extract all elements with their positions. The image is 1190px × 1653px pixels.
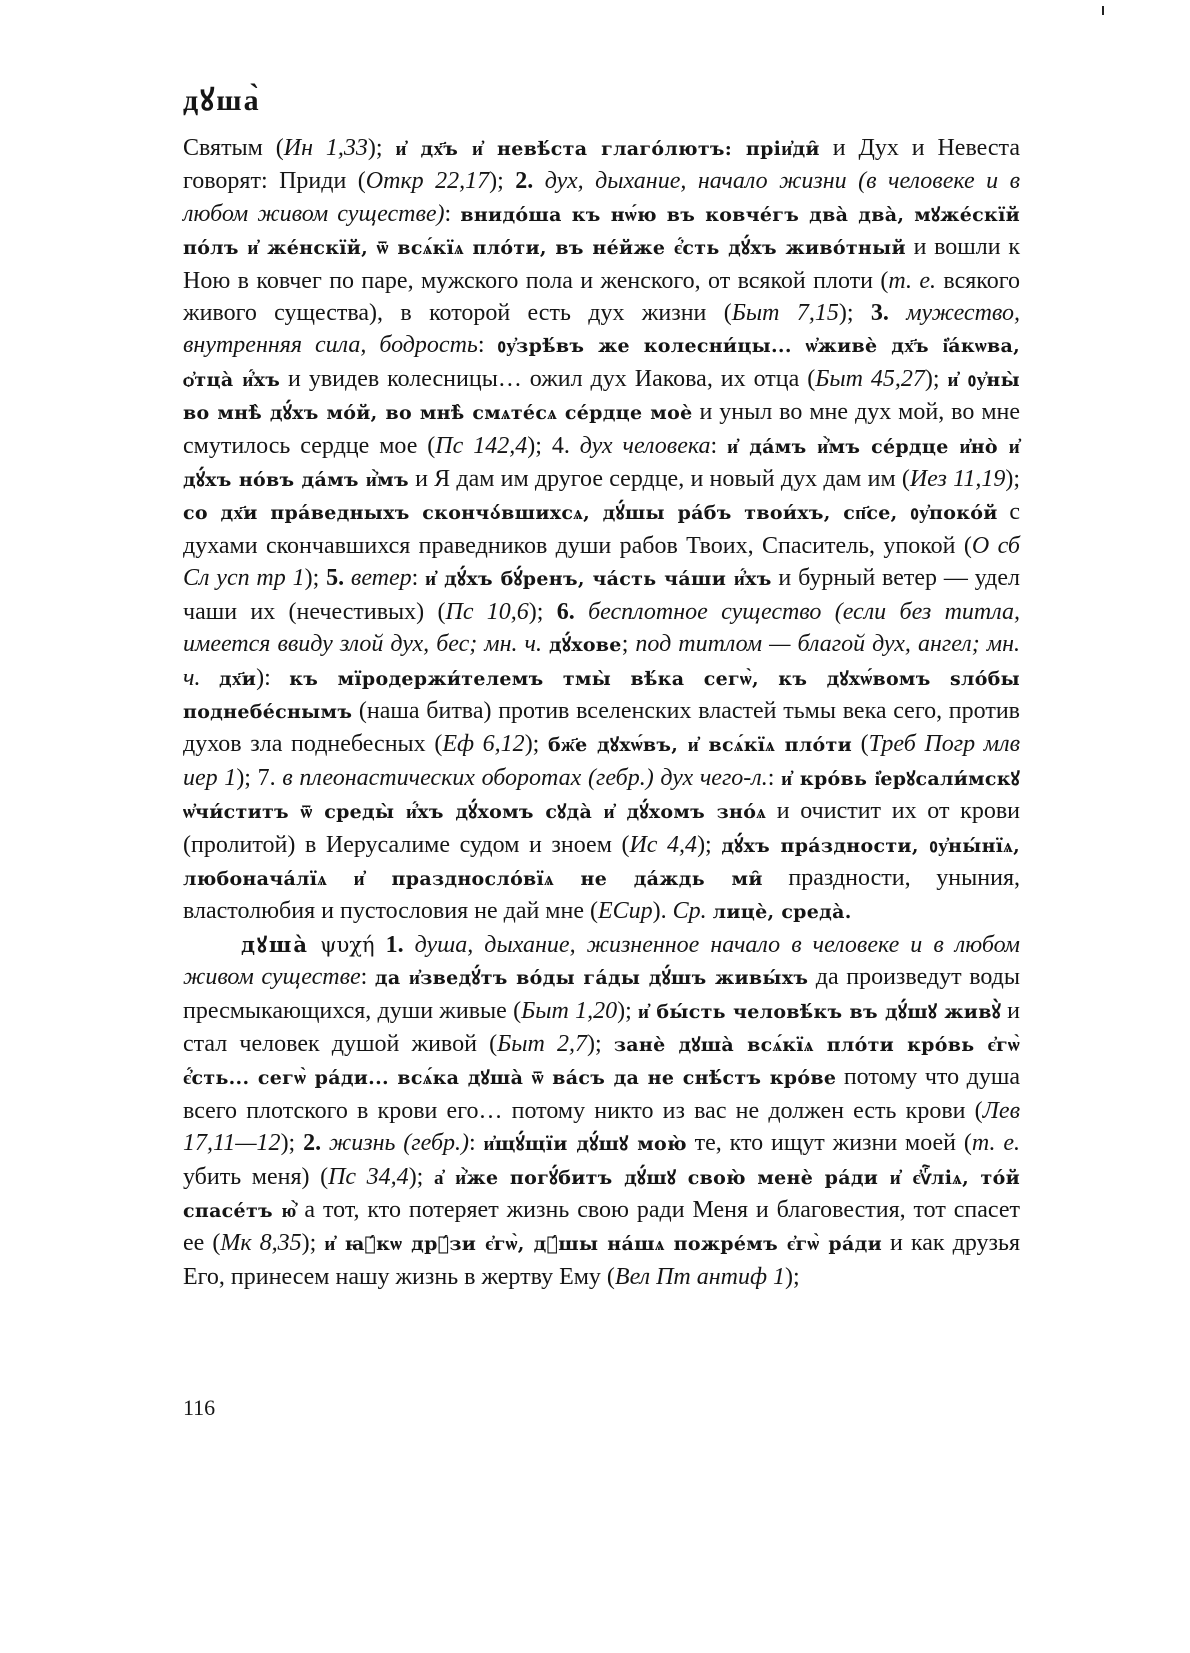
text-run: );	[528, 598, 557, 625]
church-slavonic-citation: къ мїродержи́телемъ тмы̀ вѣ́ка сегѡ̀, къ дꙋхѡ́вомъ ѕло́бы поднебе́снымъ	[183, 667, 1021, 723]
text-run: );	[408, 1163, 434, 1190]
text-run: ;	[621, 631, 636, 658]
text-run: );	[304, 565, 327, 592]
church-slavonic-citation: лицѐ, среда̀.	[712, 901, 852, 924]
text-run: и бурный ветер — удел чаши их (нечестивых) (	[183, 565, 1020, 625]
italic-text: ветер	[350, 565, 412, 592]
text-run	[344, 565, 351, 591]
text-run: ); 4.	[527, 432, 580, 459]
text-run: );	[301, 1230, 325, 1257]
italic-text: О сб Сл усп тр 1	[183, 532, 1020, 592]
italic-text: душа, дыхание, жизненное начало в человеке и в любом живом существе	[183, 931, 1020, 991]
church-slavonic-citation: и҆ да́мъ и҆̀мъ се́рдце и҆но̀ и҆ дꙋ́хъ но́въ да́мъ и҆̀мъ	[183, 435, 1020, 492]
church-slavonic-citation: дх҃и	[218, 667, 257, 690]
text-run: и Я дам им другое сердце, и новый дух дам им (	[408, 466, 910, 493]
sense-number: 1.	[385, 931, 404, 958]
italic-text: в плеонастических оборотах (гебр.) дух чего-л.	[282, 764, 768, 791]
italic-text: Быт 7,15	[731, 300, 839, 327]
text-run: и как друзья Его, принесем нашу жизнь в жертву Ему (	[183, 1230, 1021, 1290]
italic-text: Быт 2,7	[497, 1030, 587, 1057]
text-run: :	[710, 432, 728, 459]
text-run: и Дух и Невеста говорят: Приди (	[183, 135, 1020, 195]
text-run: Святым (	[183, 135, 284, 161]
text-run	[575, 599, 588, 625]
church-slavonic-citation: и҆ бы́сть человѣ́къ въ дꙋ́шꙋ живꙋ̀	[638, 1000, 1001, 1023]
scan-mark	[1102, 6, 1104, 15]
church-slavonic-citation: со дх҃и пра́ведныхъ скончა́вшихсѧ, дꙋ́шы ра́бъ твои́хъ, сп҃се, ᲂу҆поко́й	[183, 502, 998, 525]
italic-text: Ин 1,33	[283, 135, 368, 161]
text-run: а тот, кто потеряет жизнь свою ради Меня и благовестия, тот спасет ее (	[183, 1197, 1020, 1257]
italic-text: т. е.	[971, 1130, 1020, 1157]
text-run: и уныл во мне дух мой, во мне смутилось сердце мое (	[183, 399, 1020, 459]
text-run	[533, 168, 544, 194]
italic-text: Еф 6,12	[442, 731, 525, 758]
running-head: дꙋша̀	[183, 84, 261, 117]
text-run: :	[444, 200, 461, 227]
text-run	[542, 631, 549, 657]
text-run: и увидев колесницы… ожил дух Иакова, их отца (	[280, 365, 816, 392]
text-run: );	[489, 168, 516, 195]
text-run: (	[851, 731, 869, 758]
dictionary-text	[183, 132, 1020, 1293]
text-run: убить меня) (	[183, 1163, 329, 1190]
text-run: (наша битва) против вселенских властей тьмы века сего, против духов зла поднебесных (	[183, 697, 1020, 758]
text-run	[200, 665, 219, 691]
italic-text: жизнь (гебр.)	[328, 1130, 470, 1157]
sense-number: 3.	[870, 300, 889, 327]
church-slavonic-citation: и҆ ꙗ҆́кѡ дрꙋ́зи є҆гѡ̀, дꙋ́шы на́шѧ пожре́мъ є҆гѡ̀ ра́ди	[324, 1233, 882, 1256]
church-slavonic-citation: а҆ и҆̀же погꙋ́битъ дꙋ́шꙋ свою̀ менѐ ра́ди и҆ є҆ѵⷢ҇ліѧ, то́й спасе́тъ ю҆̀	[183, 1166, 1020, 1222]
text-run: ).	[652, 898, 673, 925]
text-run: те, кто ищут жизни моей (	[686, 1130, 972, 1157]
text-run: с духами скончавшихся праведников души рабов Твоих, Спаситель, упокой (	[183, 499, 1020, 559]
text-run: ); 7.	[236, 764, 283, 791]
text-run: да произведут воды пресмыкающихся, души живые (	[183, 964, 1021, 1024]
italic-text: Мк 8,35	[220, 1230, 302, 1257]
church-slavonic-citation: дꙋ́хъ пра́здности, ᲂу҆ны́нїѧ, любонача́лїѧ и҆ праздносло́вїѧ не да́ждь ми̑	[183, 834, 1021, 890]
text-run	[309, 932, 320, 958]
church-slavonic-citation: и҆ дх҃ъ и҆ невѣ́ста глаго́лютъ: пріи҆ди̑	[395, 138, 820, 160]
text-run: );	[838, 300, 871, 327]
italic-text: Пс 34,4	[328, 1163, 409, 1190]
italic-text: Треб Погр млв иер 1	[183, 731, 1021, 791]
text-run	[375, 932, 386, 958]
church-slavonic-citation: да и҆зведꙋ́тъ во́ды га́ды дꙋ́шъ живы́хъ	[374, 967, 809, 990]
text-run: );	[280, 1130, 304, 1157]
church-slavonic-citation: внидо́ша къ нѡ́ю въ ковче́гъ два̀ два̀, мꙋже́скїй по́лъ и҆ же́нскїй, ѿ всѧ́кїѧ пло́ти, въ не́йже є҆́сть дꙋ́хъ живо́тный	[183, 203, 1020, 260]
text-run: );	[617, 997, 638, 1024]
italic-text: Пс 10,6	[445, 598, 529, 625]
text-run: потому что душа всего плотского в крови его… потому никто из вас не должен есть крови (	[183, 1064, 1021, 1124]
text-run: );	[367, 135, 396, 161]
greek-equivalent: ψυχή	[320, 932, 375, 957]
text-run: праздности, уныния, властолюбия и пустословия не дай мне (	[183, 864, 1020, 925]
italic-text: дух, дыхание, начало жизни (в человеке и в любом живом существе)	[183, 168, 1021, 227]
headword: дꙋша̀	[241, 931, 310, 957]
italic-text: Лев 17,11—12	[183, 1097, 1020, 1157]
sense-number: 5.	[326, 565, 345, 592]
text-run: и стал человек душой живой (	[183, 997, 1021, 1057]
sense-number: 2.	[303, 1130, 322, 1157]
text-run: );	[1005, 466, 1020, 493]
italic-text: Быт 45,27	[815, 365, 925, 392]
italic-text: дух человека	[579, 432, 711, 459]
text-run: );	[697, 831, 722, 858]
italic-text: Откр 22,17	[365, 168, 490, 195]
sense-number: 6.	[556, 598, 575, 625]
sense-number: 2.	[515, 168, 534, 195]
text-run: :	[360, 964, 375, 991]
text-run	[889, 300, 906, 326]
church-slavonic-citation: ᲂу҆зрѣ́въ же колесни́цы... ѡ҆живѐ дх҃ъ і҆а́кѡва, ѻ҆тца̀ и҆́хъ	[183, 335, 1020, 391]
italic-text: мужество, внутренняя сила, бодрость	[183, 300, 1021, 359]
text-run: );	[524, 731, 549, 758]
church-slavonic-citation: и҆ кро́вь і҆ерꙋсали́мскꙋ ѡ҆чи́ститъ ѿ среды̀ и҆́хъ дꙋ́хомъ сꙋда̀ и҆ дꙋ́хомъ зно́ѧ	[183, 767, 1021, 824]
text-run: );	[785, 1263, 800, 1290]
italic-text: Вел Пт антиф 1	[614, 1263, 786, 1290]
text-run	[404, 932, 415, 958]
church-slavonic-citation: и҆ дꙋ́хъ бꙋ́ренъ, ча́сть ча́ши и҆́хъ	[425, 568, 772, 591]
text-run: );	[924, 365, 948, 392]
text-run: :	[477, 332, 498, 359]
italic-text: Пс 142,4	[435, 432, 528, 459]
entry-dusha-paragraph	[183, 929, 1020, 1293]
italic-text: бесплотное существо (если без титла, имеется ввиду злой дух, бес; мн. ч.	[183, 598, 1021, 658]
church-slavonic-citation: дꙋ́хове	[549, 634, 622, 657]
church-slavonic-citation: и҆ ᲂу҆ны̀ во мнѣ̀ дꙋ́хъ мо́й, во мнѣ̀ смѧте́сѧ се́рдце моѐ	[183, 368, 1020, 425]
italic-text: т. е.	[888, 267, 937, 294]
text-run: и вошли к Ною в ковчег по паре, мужского пола и женского, от всякой плоти (	[183, 234, 1020, 294]
text-run: ):	[256, 664, 290, 691]
text-run	[321, 1130, 329, 1156]
entry-continuation-paragraph	[183, 132, 1020, 929]
italic-text: Иез 11,19	[909, 466, 1006, 493]
text-run: );	[587, 1030, 614, 1057]
text-run: :	[469, 1130, 484, 1157]
text-run: и очистит их от крови (пролитой) в Иерусалиме судом и зноем (	[183, 798, 1020, 858]
page-number: 116	[183, 1395, 216, 1420]
italic-text: ЕСир	[597, 898, 653, 925]
italic-text: Ср.	[672, 898, 707, 925]
church-slavonic-citation: занѐ дꙋша̀ всѧ́кїѧ пло́ти кро́вь є҆гѡ̀ є҆́сть... сегѡ̀ ра́ди... всѧ́ка дꙋша̀ ѿ ва́съ да не снѣ́стъ кро́ве	[183, 1033, 1020, 1090]
text-run: всякого живого существа), в которой есть дух жизни (	[183, 267, 1020, 327]
italic-text: Быт 1,20	[521, 997, 618, 1024]
italic-text: под титлом — благой дух, ангел; мн. ч.	[183, 631, 1020, 691]
text-run: :	[767, 764, 782, 791]
italic-text: Ис 4,4	[629, 831, 698, 858]
text-run: :	[411, 565, 426, 592]
church-slavonic-citation: и҆щꙋ́щїи дꙋ́шꙋ мою̀	[483, 1133, 687, 1156]
church-slavonic-citation: бж҃е дꙋхѡ́въ, и҆ всѧ́кїѧ пло́ти	[548, 734, 852, 757]
